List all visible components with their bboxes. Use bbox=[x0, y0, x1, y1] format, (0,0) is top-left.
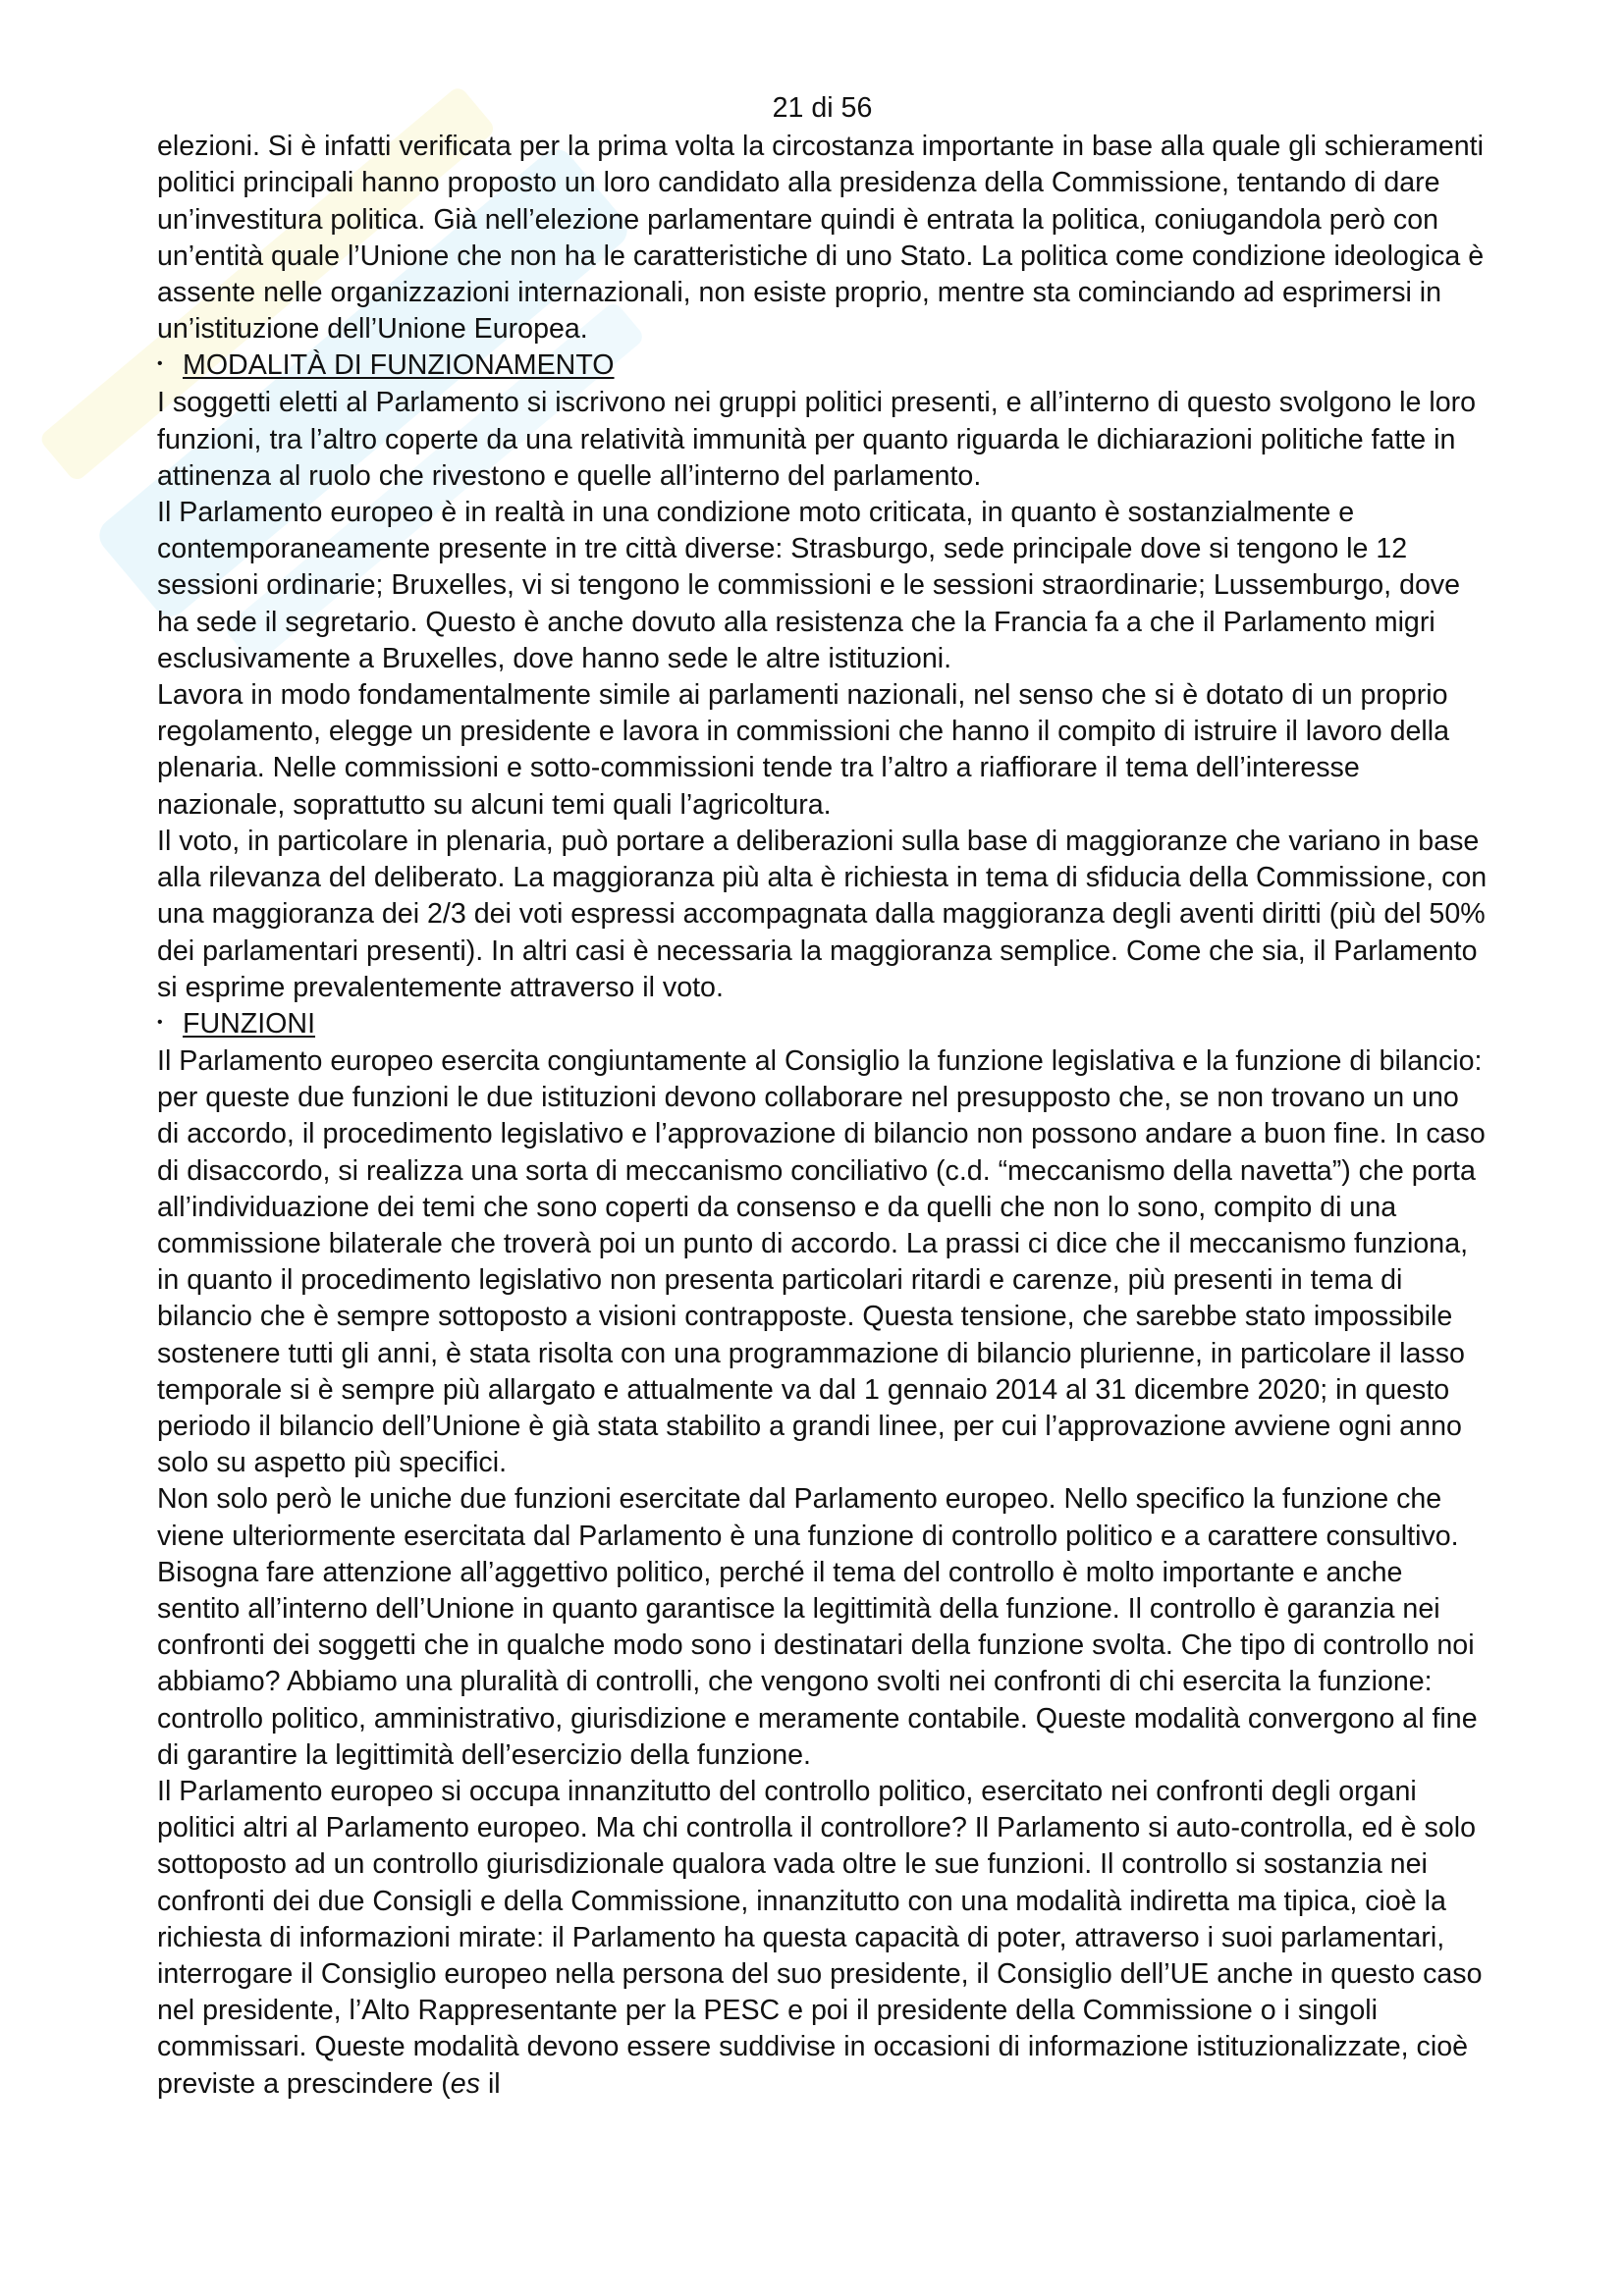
bullet-icon: • bbox=[157, 355, 163, 373]
section-heading-modalita bbox=[157, 347, 1488, 385]
paragraph-lavora: Lavora in modo fondamentalmente simile ai parlamenti nazionali, nel senso che si è dotato di un proprio regolamento, elegge un presidente e lavora in commissioni che hanno il compito di istruire il lavoro della plenaria. Nelle commissioni e sotto-commissioni tende tra l’altro a riaffiorare il tema dell’interesse nazionale, soprattutto su alcuni temi quali l’agricoltura. bbox=[157, 679, 1450, 821]
paragraph-elezioni: elezioni. Si è infatti verificata per la prima volta la circostanza importante in base alla quale gli schieramenti politici principali hanno proposto un loro candidato alla presidenza della Commissione, tentando di dare un’investitura politica. Già nell’elezione parlamentare quindi è entrata la politica, coniugandola però con un’entità quale l’Unione che non ha le caratteristiche di uno Stato. La politica come condizione ideologica è assente nelle organizzazioni internazionali, non esiste proprio, mentre sta cominciando ad esprimersi in un’istituzione dell’Unione Europea. bbox=[157, 131, 1485, 346]
paragraph-emphasis: es bbox=[450, 2067, 480, 2100]
paragraph-funzione-legislativa: Il Parlamento europeo esercita congiuntamente al Consiglio la funzione legislativa e la funzione di bilancio: per queste due funzioni le due istituzioni devono collaborare nel presupposto che, se non trovano un uno di accordo, il procedimento legislativo e l’approvazione di bilancio non possono andare a buon fine. In caso di disaccordo, si realizza una sorta di meccanismo conciliativo (c.d. “meccanismo della navetta”) che porta all’individuazione dei temi che sono coperti da consenso e da quelli che non lo sono, compito di una commissione bilaterale che troverà poi un punto di accordo. La prassi ci dice che il meccanismo funziona, in quanto il procedimento legislativo non presenta particolari ritardi e carenze, più presenti in tema di bilancio che è sempre sottoposto a visioni contrapposte. Questa tensione, che sarebbe stato impossibile sostenere tutti gli anni, è stata risolta con una programmazione di bilancio plurienne, in particolare il lasso temporale si è sempre più allargato e attualmente va dal 1 gennaio 2014 al 31 dicembre 2020; in questo periodo il bilancio dell’Unione è già stata stabilito a grandi linee, per cui l’approvazione avviene ogni anno solo su aspetto più specifici. bbox=[157, 1044, 1486, 1479]
paragraph-tail: il bbox=[480, 2067, 501, 2100]
bullet-icon: • bbox=[157, 1013, 163, 1031]
heading-label: FUNZIONI bbox=[183, 1007, 316, 1040]
paragraph-sedi: Il Parlamento europeo è in realtà in una condizione moto criticata, in quanto è sostanzialmente e contemporaneamente presente in tre città diverse: Strasburgo, sede principale dove si tengono le 12 sessioni ordinarie; Bruxelles, vi si tengono le commissioni e le sessioni straordinarie; Lussemburgo, dove ha sede il segretario. Questo è anche dovuto alla resistenza che la Francia fa a che il Parlamento migri esclusivamente a Bruxelles, dove hanno sede le altre istituzioni. bbox=[157, 497, 1461, 674]
paragraph-controllo: Non solo però le uniche due funzioni esercitate dal Parlamento europeo. Nello specifico la funzione che viene ulteriormente esercitata dal Parlamento è una funzione di controllo politico e a carattere consultivo. Bisogna fare attenzione all’aggettivo politico, perché il tema del controllo è molto importante e anche sentito all’interno dell’Unione in quanto garantisce la legittimità della funzione. Il controllo è garanzia nei confronti dei soggetti che in qualche modo sono i destinatari della funzione svolta. Che tipo di controllo noi abbiamo? Abbiamo una pluralità di controlli, che vengono svolti nei confronti di chi esercita la funzione: controllo politico, amministrativo, giurisdizione e meramente contabile. Queste modalità convergono al fine di garantire la legittimità dell’esercizio della funzione. bbox=[157, 1483, 1478, 1771]
page-number: 21 di 56 bbox=[772, 92, 873, 124]
paragraph-voto: Il voto, in particolare in plenaria, può portare a deliberazioni sulla base di maggioranze che variano in base alla rilevanza del deliberato. La maggioranza più alta è richiesta in tema di sfiducia della Commissione, con una maggioranza dei 2/3 dei voti espressi accompagnata dalla maggioranza degli aventi diritti (più del 50% dei parlamentari presenti). In altri casi è necessaria la maggioranza semplice. Come che sia, il Parlamento si esprime prevalentemente attraverso il voto. bbox=[157, 825, 1488, 1003]
document-page bbox=[157, 90, 1488, 2103]
paragraph-text: Il Parlamento europeo si occupa innanzitutto del controllo politico, esercitato nei confronti degli organi politici altri al Parlamento europeo. Ma chi controlla il controllore? Il Parlamento si auto-controlla, ed è solo sottoposto ad un controllo giurisdizionale qualora vada oltre le sue funzioni. Il controllo si sostanzia nei confronti dei due Consigli e della Commissione, innanzitutto con una modalità indiretta ma tipica, cioè la richiesta di informazioni mirate: il Parlamento ha questa capacità di poter, attraverso i suoi parlamentari, interrogare il Consiglio europeo nella persona del suo presidente, il Consiglio dell’UE anche in questo caso nel presidente, l’Alto Rappresentante per la PESC e poi il presidente della Commissione o i singoli commissari. Queste modalità devono essere suddivise in occasioni di informazione istituzionalizzate, cioè previste a prescindere ( bbox=[157, 1776, 1483, 2100]
paragraph-controllo-politico bbox=[157, 1774, 1488, 2103]
paragraph-soggetti-eletti: I soggetti eletti al Parlamento si iscrivono nei gruppi politici presenti, e all’interno di questo svolgono le loro funzioni, tra l’altro coperte da una relatività immunità per quanto riguarda le dichiarazioni politiche fatte in attinenza al ruolo che rivestono e quelle all’interno del parlamento. bbox=[157, 387, 1477, 492]
section-heading-funzioni bbox=[157, 1006, 1488, 1043]
heading-label: MODALITÀ DI FUNZIONAMENTO bbox=[183, 349, 615, 382]
